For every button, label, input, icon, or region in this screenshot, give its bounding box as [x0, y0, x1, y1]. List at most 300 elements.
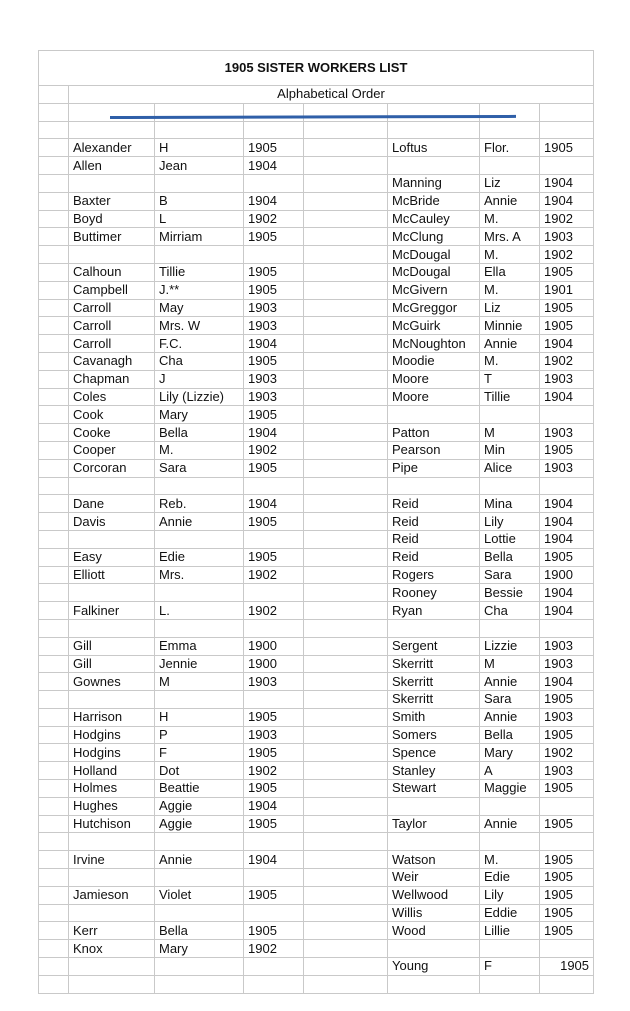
spacer-cell	[39, 602, 69, 620]
left-first-name-cell: Beattie	[155, 780, 244, 798]
right-last-name-cell: Reid	[388, 495, 480, 513]
gap-cell	[304, 139, 388, 157]
blank-row	[39, 121, 594, 139]
gap-cell	[304, 513, 388, 531]
table-row	[39, 548, 594, 566]
right-year-cell: 1903	[540, 370, 594, 388]
table-row	[39, 797, 594, 815]
table-row	[39, 228, 594, 246]
right-first-name-cell: Flor.	[480, 139, 540, 157]
left-last-name-cell: Baxter	[69, 192, 155, 210]
right-year-cell: 1905	[540, 851, 594, 869]
right-last-name-cell: McGivern	[388, 281, 480, 299]
left-year-cell: 1904	[244, 797, 304, 815]
table-row	[39, 174, 594, 192]
left-last-name-cell: Coles	[69, 388, 155, 406]
left-last-name-cell: Hughes	[69, 797, 155, 815]
right-last-name-cell: Manning	[388, 174, 480, 192]
left-last-name-cell	[69, 246, 155, 264]
left-last-name-cell: Dane	[69, 495, 155, 513]
right-year-cell: 1903	[540, 459, 594, 477]
left-year-cell: 1904	[244, 424, 304, 442]
left-year-cell	[244, 246, 304, 264]
list-title: 1905 SISTER WORKERS LIST	[39, 51, 594, 86]
right-first-name-cell	[480, 940, 540, 958]
right-first-name-cell: Annie	[480, 708, 540, 726]
left-year-cell	[244, 530, 304, 548]
left-first-name-cell: Mrs. W	[155, 317, 244, 335]
left-first-name-cell: Dot	[155, 762, 244, 780]
gap-cell	[304, 424, 388, 442]
right-year-cell: 1903	[540, 708, 594, 726]
table-row	[39, 495, 594, 513]
spacer-cell	[39, 370, 69, 388]
table-row	[39, 352, 594, 370]
right-last-name-cell: Stewart	[388, 780, 480, 798]
spacer-cell	[39, 513, 69, 531]
right-first-name-cell: Annie	[480, 192, 540, 210]
right-first-name-cell: Lily	[480, 886, 540, 904]
gap-cell	[304, 744, 388, 762]
spacer-cell	[39, 958, 69, 976]
left-first-name-cell	[155, 246, 244, 264]
gap-cell	[304, 157, 388, 175]
left-year-cell: 1905	[244, 886, 304, 904]
right-year-cell: 1902	[540, 246, 594, 264]
table-row	[39, 655, 594, 673]
subtitle-row	[39, 86, 594, 104]
left-year-cell	[244, 958, 304, 976]
gap-cell	[304, 246, 388, 264]
right-year-cell: 1904	[540, 584, 594, 602]
left-first-name-cell	[155, 477, 244, 495]
left-year-cell: 1904	[244, 851, 304, 869]
gap-cell	[304, 780, 388, 798]
left-last-name-cell: Cooper	[69, 441, 155, 459]
left-year-cell: 1905	[244, 708, 304, 726]
table-row	[39, 139, 594, 157]
right-last-name-cell: Watson	[388, 851, 480, 869]
spacer-cell	[39, 477, 69, 495]
right-year-cell: 1903	[540, 762, 594, 780]
table-row	[39, 299, 594, 317]
spacer-cell	[39, 851, 69, 869]
right-year-cell: 1904	[540, 513, 594, 531]
table-row	[39, 619, 594, 637]
left-last-name-cell	[69, 691, 155, 709]
right-first-name-cell: Min	[480, 441, 540, 459]
table-row	[39, 869, 594, 887]
spacer-cell	[39, 637, 69, 655]
left-year-cell: 1903	[244, 299, 304, 317]
right-last-name-cell: Moodie	[388, 352, 480, 370]
right-first-name-cell: Lottie	[480, 530, 540, 548]
left-year-cell: 1905	[244, 780, 304, 798]
spacer-cell	[39, 619, 69, 637]
left-year-cell: 1905	[244, 406, 304, 424]
spacer-cell	[39, 780, 69, 798]
spacer-cell	[39, 281, 69, 299]
spacer-cell	[39, 263, 69, 281]
right-first-name-cell: M	[480, 655, 540, 673]
left-year-cell: 1905	[244, 922, 304, 940]
left-last-name-cell: Carroll	[69, 299, 155, 317]
table-row	[39, 406, 594, 424]
left-first-name-cell	[155, 904, 244, 922]
spacer-cell	[39, 726, 69, 744]
table-row	[39, 602, 594, 620]
left-last-name-cell: Easy	[69, 548, 155, 566]
spacer-cell	[39, 869, 69, 887]
table-row	[39, 317, 594, 335]
left-last-name-cell: Jamieson	[69, 886, 155, 904]
left-last-name-cell: Allen	[69, 157, 155, 175]
left-first-name-cell: Bella	[155, 922, 244, 940]
left-year-cell	[244, 619, 304, 637]
left-first-name-cell: Annie	[155, 851, 244, 869]
right-year-cell: 1902	[540, 744, 594, 762]
table-row	[39, 370, 594, 388]
left-last-name-cell: Chapman	[69, 370, 155, 388]
gap-cell	[304, 530, 388, 548]
left-first-name-cell: F	[155, 744, 244, 762]
left-year-cell: 1903	[244, 726, 304, 744]
gap-cell	[304, 708, 388, 726]
left-year-cell: 1903	[244, 673, 304, 691]
right-first-name-cell: Mrs. A	[480, 228, 540, 246]
left-last-name-cell: Falkiner	[69, 602, 155, 620]
gap-cell	[304, 548, 388, 566]
left-year-cell: 1903	[244, 370, 304, 388]
right-last-name-cell: Skerritt	[388, 655, 480, 673]
left-last-name-cell: Elliott	[69, 566, 155, 584]
left-first-name-cell	[155, 584, 244, 602]
gap-cell	[304, 958, 388, 976]
right-year-cell: 1904	[540, 388, 594, 406]
left-first-name-cell: Tillie	[155, 263, 244, 281]
spacer-cell	[39, 352, 69, 370]
right-first-name-cell: M.	[480, 851, 540, 869]
left-first-name-cell	[155, 958, 244, 976]
right-last-name-cell: Moore	[388, 388, 480, 406]
spacer-cell	[39, 139, 69, 157]
left-last-name-cell: Davis	[69, 513, 155, 531]
right-last-name-cell: Reid	[388, 513, 480, 531]
gap-cell	[304, 673, 388, 691]
gap-cell	[304, 637, 388, 655]
table-row	[39, 246, 594, 264]
right-first-name-cell: Alice	[480, 459, 540, 477]
gap-cell	[304, 263, 388, 281]
right-last-name-cell: Loftus	[388, 139, 480, 157]
gap-cell	[304, 869, 388, 887]
left-year-cell	[244, 691, 304, 709]
table-row	[39, 477, 594, 495]
left-year-cell	[244, 904, 304, 922]
left-first-name-cell: Sara	[155, 459, 244, 477]
right-year-cell: 1900	[540, 566, 594, 584]
table-row	[39, 851, 594, 869]
left-first-name-cell: F.C.	[155, 335, 244, 353]
right-last-name-cell: McBride	[388, 192, 480, 210]
right-first-name-cell	[480, 477, 540, 495]
right-last-name-cell	[388, 406, 480, 424]
spacer-cell	[39, 833, 69, 851]
right-first-name-cell	[480, 157, 540, 175]
gap-cell	[304, 851, 388, 869]
right-year-cell: 1905	[540, 139, 594, 157]
right-first-name-cell	[480, 406, 540, 424]
gap-cell	[304, 477, 388, 495]
table-row	[39, 904, 594, 922]
left-first-name-cell: Mirriam	[155, 228, 244, 246]
right-first-name-cell: Bessie	[480, 584, 540, 602]
left-first-name-cell: Mary	[155, 406, 244, 424]
right-last-name-cell	[388, 940, 480, 958]
left-year-cell	[244, 584, 304, 602]
spacer-cell	[39, 495, 69, 513]
left-last-name-cell: Carroll	[69, 335, 155, 353]
right-last-name-cell	[388, 619, 480, 637]
right-last-name-cell: McDougal	[388, 246, 480, 264]
right-year-cell: 1905	[540, 958, 594, 976]
right-last-name-cell: Pearson	[388, 441, 480, 459]
right-last-name-cell: Somers	[388, 726, 480, 744]
table-row	[39, 459, 594, 477]
left-year-cell: 1905	[244, 459, 304, 477]
left-last-name-cell: Gill	[69, 655, 155, 673]
right-year-cell	[540, 406, 594, 424]
spacer-cell	[39, 708, 69, 726]
right-first-name-cell: Cha	[480, 602, 540, 620]
left-last-name-cell: Corcoran	[69, 459, 155, 477]
spacer-cell	[39, 673, 69, 691]
left-last-name-cell: Harrison	[69, 708, 155, 726]
right-first-name-cell: Annie	[480, 815, 540, 833]
right-first-name-cell: M.	[480, 281, 540, 299]
left-year-cell: 1905	[244, 744, 304, 762]
gap-cell	[304, 566, 388, 584]
left-year-cell: 1905	[244, 815, 304, 833]
left-last-name-cell	[69, 833, 155, 851]
table-row	[39, 281, 594, 299]
gap-cell	[304, 495, 388, 513]
right-last-name-cell: McGuirk	[388, 317, 480, 335]
table-row	[39, 940, 594, 958]
gap-cell	[304, 886, 388, 904]
right-year-cell: 1904	[540, 530, 594, 548]
left-year-cell: 1902	[244, 762, 304, 780]
left-year-cell: 1904	[244, 495, 304, 513]
left-last-name-cell: Gill	[69, 637, 155, 655]
right-first-name-cell: Liz	[480, 174, 540, 192]
right-first-name-cell: Annie	[480, 673, 540, 691]
left-last-name-cell	[69, 584, 155, 602]
right-year-cell: 1903	[540, 424, 594, 442]
left-year-cell: 1905	[244, 513, 304, 531]
right-year-cell: 1902	[540, 210, 594, 228]
right-year-cell: 1904	[540, 673, 594, 691]
left-year-cell: 1902	[244, 210, 304, 228]
left-last-name-cell: Buttimer	[69, 228, 155, 246]
gap-cell	[304, 370, 388, 388]
right-year-cell: 1902	[540, 352, 594, 370]
right-first-name-cell: Edie	[480, 869, 540, 887]
right-year-cell: 1904	[540, 192, 594, 210]
right-last-name-cell	[388, 797, 480, 815]
right-first-name-cell: Tillie	[480, 388, 540, 406]
gap-cell	[304, 459, 388, 477]
spacer-cell	[39, 424, 69, 442]
left-last-name-cell: Campbell	[69, 281, 155, 299]
right-last-name-cell	[388, 477, 480, 495]
table-row	[39, 691, 594, 709]
left-last-name-cell: Hodgins	[69, 744, 155, 762]
gap-cell	[304, 406, 388, 424]
right-year-cell: 1905	[540, 263, 594, 281]
title-row	[39, 51, 594, 86]
left-first-name-cell: L	[155, 210, 244, 228]
spacer-cell	[39, 441, 69, 459]
right-first-name-cell: Annie	[480, 335, 540, 353]
left-last-name-cell: Cavanagh	[69, 352, 155, 370]
left-first-name-cell: Bella	[155, 424, 244, 442]
right-first-name-cell	[480, 797, 540, 815]
table-row	[39, 192, 594, 210]
left-year-cell: 1905	[244, 352, 304, 370]
left-last-name-cell: Hodgins	[69, 726, 155, 744]
right-first-name-cell: T	[480, 370, 540, 388]
right-last-name-cell: Skerritt	[388, 673, 480, 691]
right-last-name-cell: Willis	[388, 904, 480, 922]
left-last-name-cell	[69, 958, 155, 976]
left-year-cell: 1903	[244, 317, 304, 335]
right-year-cell: 1901	[540, 281, 594, 299]
left-first-name-cell: Mary	[155, 940, 244, 958]
gap-cell	[304, 584, 388, 602]
right-year-cell: 1905	[540, 691, 594, 709]
gap-cell	[304, 797, 388, 815]
left-first-name-cell: Cha	[155, 352, 244, 370]
right-first-name-cell: M.	[480, 246, 540, 264]
left-last-name-cell: Holmes	[69, 780, 155, 798]
right-last-name-cell: McCauley	[388, 210, 480, 228]
right-last-name-cell: Weir	[388, 869, 480, 887]
spacer-cell	[39, 886, 69, 904]
right-year-cell: 1903	[540, 637, 594, 655]
right-year-cell: 1905	[540, 869, 594, 887]
table-row	[39, 441, 594, 459]
gap-cell	[304, 833, 388, 851]
right-first-name-cell: Bella	[480, 548, 540, 566]
right-last-name-cell: McClung	[388, 228, 480, 246]
left-first-name-cell: J	[155, 370, 244, 388]
right-last-name-cell	[388, 833, 480, 851]
table-row	[39, 637, 594, 655]
left-last-name-cell: Alexander	[69, 139, 155, 157]
left-year-cell	[244, 477, 304, 495]
gap-cell	[304, 922, 388, 940]
left-first-name-cell: J.**	[155, 281, 244, 299]
right-last-name-cell	[388, 157, 480, 175]
right-year-cell: 1905	[540, 299, 594, 317]
gap-cell	[304, 317, 388, 335]
right-last-name-cell: Taylor	[388, 815, 480, 833]
left-last-name-cell	[69, 477, 155, 495]
left-last-name-cell: Cooke	[69, 424, 155, 442]
left-first-name-cell	[155, 833, 244, 851]
left-year-cell: 1905	[244, 263, 304, 281]
left-year-cell: 1903	[244, 388, 304, 406]
left-year-cell: 1902	[244, 602, 304, 620]
table-row	[39, 726, 594, 744]
spacer-cell	[39, 86, 69, 104]
right-year-cell: 1904	[540, 174, 594, 192]
spacer-cell	[39, 655, 69, 673]
right-last-name-cell: Patton	[388, 424, 480, 442]
left-last-name-cell	[69, 904, 155, 922]
right-year-cell: 1903	[540, 228, 594, 246]
table-row	[39, 566, 594, 584]
gap-cell	[304, 210, 388, 228]
right-first-name-cell: M	[480, 424, 540, 442]
spacer-cell	[39, 922, 69, 940]
spacer-cell	[39, 530, 69, 548]
right-year-cell: 1904	[540, 495, 594, 513]
right-first-name-cell: Mina	[480, 495, 540, 513]
blank-row	[39, 975, 594, 993]
spacer-cell	[39, 459, 69, 477]
spacer-cell	[39, 904, 69, 922]
right-last-name-cell: Wellwood	[388, 886, 480, 904]
right-year-cell: 1905	[540, 726, 594, 744]
gap-cell	[304, 281, 388, 299]
right-first-name-cell: Bella	[480, 726, 540, 744]
right-first-name-cell: Ella	[480, 263, 540, 281]
spacer-cell	[39, 174, 69, 192]
left-first-name-cell: Annie	[155, 513, 244, 531]
right-year-cell: 1905	[540, 904, 594, 922]
left-year-cell: 1905	[244, 281, 304, 299]
right-last-name-cell: Pipe	[388, 459, 480, 477]
spacer-cell	[39, 192, 69, 210]
spacer-cell	[39, 157, 69, 175]
right-first-name-cell	[480, 833, 540, 851]
spacer-cell	[39, 584, 69, 602]
spacer-cell	[39, 299, 69, 317]
right-year-cell: 1905	[540, 548, 594, 566]
table-row	[39, 388, 594, 406]
table-row	[39, 263, 594, 281]
left-year-cell: 1904	[244, 157, 304, 175]
table-row	[39, 833, 594, 851]
right-first-name-cell: Sara	[480, 691, 540, 709]
list-subtitle: Alphabetical Order	[69, 86, 594, 104]
right-year-cell	[540, 477, 594, 495]
left-year-cell: 1902	[244, 940, 304, 958]
left-year-cell: 1905	[244, 548, 304, 566]
right-year-cell: 1903	[540, 655, 594, 673]
left-year-cell	[244, 869, 304, 887]
gap-cell	[304, 602, 388, 620]
left-last-name-cell: Hutchison	[69, 815, 155, 833]
left-year-cell: 1902	[244, 566, 304, 584]
right-last-name-cell: Stanley	[388, 762, 480, 780]
left-first-name-cell: Lily (Lizzie)	[155, 388, 244, 406]
table-row	[39, 958, 594, 976]
right-year-cell	[540, 940, 594, 958]
left-year-cell: 1902	[244, 441, 304, 459]
